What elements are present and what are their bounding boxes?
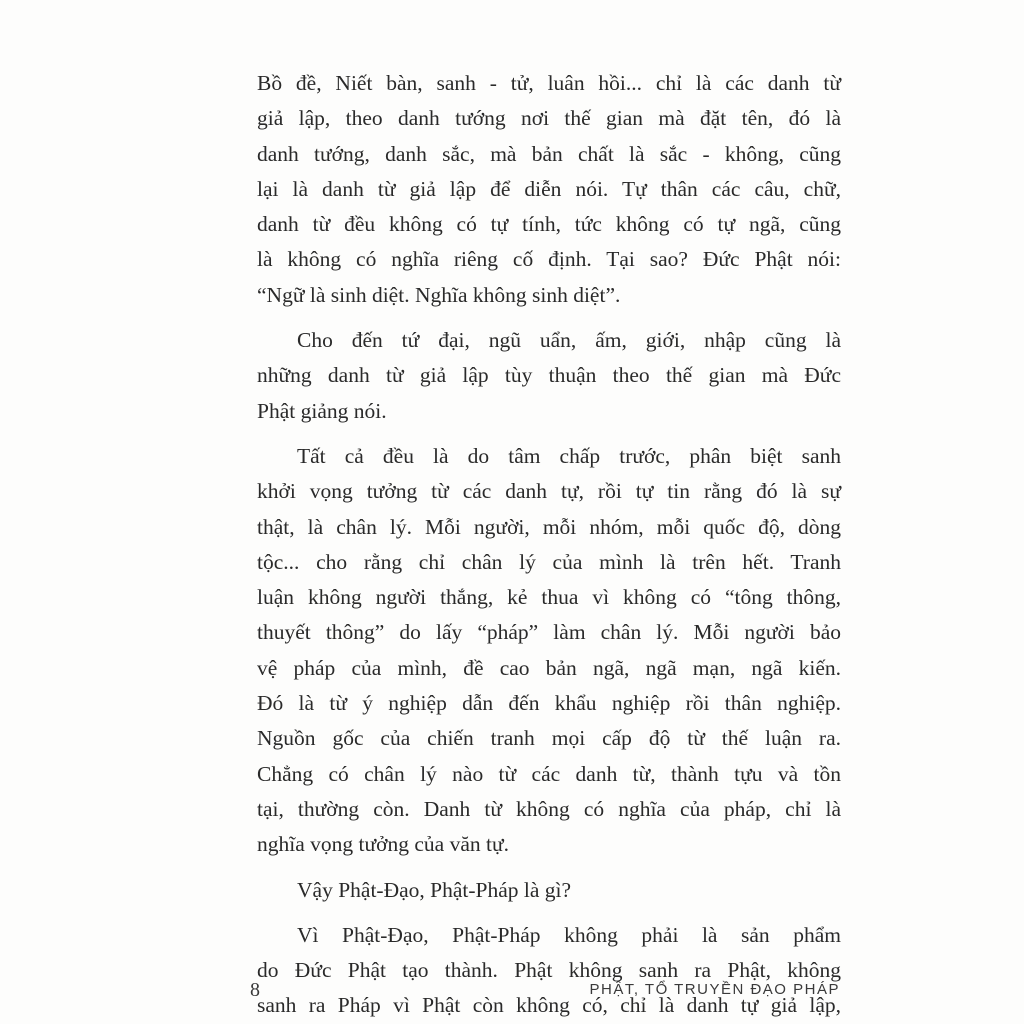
paragraph-5 bbox=[257, 918, 841, 1024]
text-line: nghĩa vọng tưởng của văn tự. bbox=[257, 832, 510, 857]
text-line: thuyết thông” do lấy “pháp” làm chân lý. Mỗi người bảo bbox=[257, 620, 841, 645]
text-line: sanh ra Pháp vì Phật còn không có, chỉ là danh tự giả lập, bbox=[257, 993, 841, 1018]
text-line: là không có nghĩa riêng cố định. Tại sao? Đức Phật nói: bbox=[257, 247, 841, 272]
page-number: 8 bbox=[250, 979, 260, 1001]
text-line: khởi vọng tưởng từ các danh tự, rồi tự tin rằng đó là sự bbox=[257, 479, 841, 504]
text-line: Vì Phật-Đạo, Phật-Pháp không phải là sản phẩm bbox=[297, 922, 841, 947]
body-text bbox=[257, 66, 841, 1024]
text-line: những danh từ giả lập tùy thuận theo thế gian mà Đức bbox=[257, 363, 841, 388]
paragraph-1 bbox=[257, 66, 841, 313]
text-line: Đó là từ ý nghiệp dẫn đến khẩu nghiệp rồi thân nghiệp. bbox=[257, 691, 841, 716]
text-line: giả lập, theo danh tướng nơi thế gian mà đặt tên, đó là bbox=[257, 106, 841, 131]
text-line: Vậy Phật-Đạo, Phật-Pháp là gì? bbox=[297, 877, 572, 902]
text-line: luận không người thắng, kẻ thua vì không có “tông thông, bbox=[257, 585, 841, 610]
page-footer bbox=[250, 978, 840, 1002]
text-line: do Đức Phật tạo thành. Phật không sanh ra Phật, không bbox=[257, 958, 841, 983]
running-title: PHẬT, TỔ TRUYỀN ĐẠO PHÁP bbox=[589, 981, 840, 998]
text-line: Bồ đề, Niết bàn, sanh - tử, luân hồi... chỉ là các danh từ bbox=[257, 71, 841, 95]
text-line: danh từ đều không có tự tính, tức không có tự ngã, cũng bbox=[257, 212, 841, 237]
text-line: Nguồn gốc của chiến tranh mọi cấp độ từ thế luận ra. bbox=[257, 726, 841, 751]
text-line: Phật giảng nói. bbox=[257, 398, 387, 423]
text-line: tộc... cho rằng chỉ chân lý của mình là trên hết. Tranh bbox=[257, 549, 841, 574]
paragraph-3 bbox=[257, 439, 841, 863]
text-line: lại là danh từ giả lập để diễn nói. Tự thân các câu, chữ, bbox=[257, 176, 841, 201]
paragraph-4 bbox=[257, 873, 841, 908]
text-line: “Ngữ là sinh diệt. Nghĩa không sinh diệt”. bbox=[257, 282, 621, 307]
text-line: Chẳng có chân lý nào từ các danh từ, thành tựu và tồn bbox=[257, 761, 841, 786]
text-line: thật, là chân lý. Mỗi người, mỗi nhóm, mỗi quốc độ, dòng bbox=[257, 514, 841, 539]
text-line: Tất cả đều là do tâm chấp trước, phân biệt sanh bbox=[297, 443, 841, 468]
text-line: vệ pháp của mình, đề cao bản ngã, ngã mạn, ngã kiến. bbox=[257, 655, 841, 680]
text-line: tại, thường còn. Danh từ không có nghĩa của pháp, chỉ là bbox=[257, 796, 841, 821]
text-line: danh tướng, danh sắc, mà bản chất là sắc - không, cũng bbox=[257, 141, 841, 166]
paragraph-2 bbox=[257, 323, 841, 429]
text-line: Cho đến tứ đại, ngũ uẩn, ấm, giới, nhập cũng là bbox=[297, 328, 841, 353]
